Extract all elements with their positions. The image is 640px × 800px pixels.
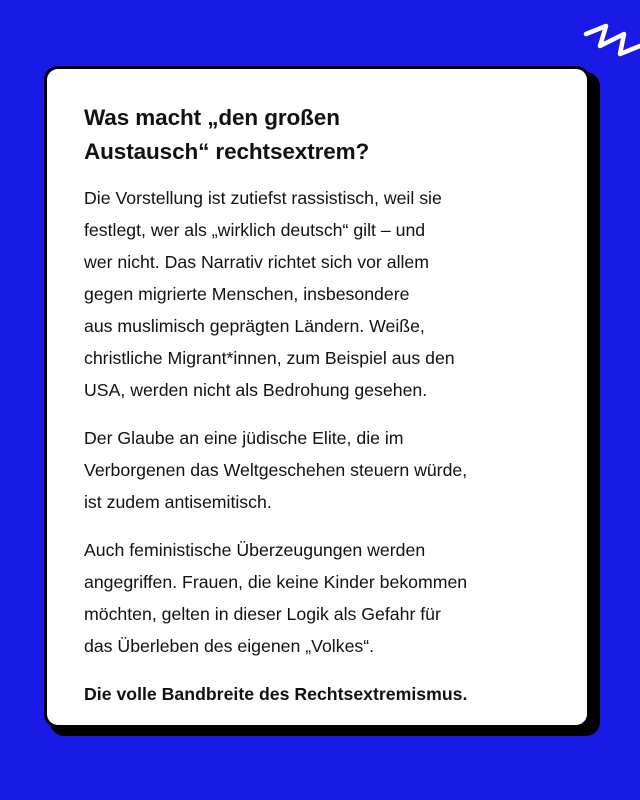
title-line: Was macht „den großen: [84, 105, 340, 130]
paragraph-line: Verborgenen das Weltgeschehen steuern würde,: [84, 460, 468, 480]
paragraph-antifeminism: [84, 534, 574, 662]
paragraph-line: Der Glaube an eine jüdische Elite, die im: [84, 428, 404, 448]
paragraph-line: Die Vorstellung ist zutiefst rassistisch, weil sie: [84, 188, 442, 208]
paragraph-antisemitism: [84, 422, 574, 518]
paragraph-line: festlegt, wer als „wirklich deutsch“ gilt – und: [84, 220, 426, 240]
paragraph-line: Auch feministische Überzeugungen werden: [84, 540, 426, 560]
paragraph-line: wer nicht. Das Narrativ richtet sich vor allem: [84, 252, 430, 272]
card-content: [84, 101, 574, 710]
info-card: [44, 66, 590, 728]
closing-statement: Die volle Bandbreite des Rechtsextremismus.: [84, 684, 468, 704]
paragraph-line: christliche Migrant*innen, zum Beispiel aus den: [84, 348, 455, 368]
title-line: Austausch“ rechtsextrem?: [84, 139, 370, 164]
paragraph-line: ist zudem antisemitisch.: [84, 492, 272, 512]
paragraph-line: angegriffen. Frauen, die keine Kinder bekommen: [84, 572, 468, 592]
paragraph-racism: [84, 182, 574, 406]
zigzag-squiggle-icon: [580, 22, 640, 72]
card-title: [84, 101, 574, 169]
paragraph-line: aus muslimisch geprägten Ländern. Weiße,: [84, 316, 425, 336]
paragraph-line: gegen migrierte Menschen, insbesondere: [84, 284, 410, 304]
paragraph-line: möchten, gelten in dieser Logik als Gefahr für: [84, 604, 441, 624]
paragraph-line: das Überleben des eigenen „Volkes“.: [84, 636, 375, 656]
paragraph-line: USA, werden nicht als Bedrohung gesehen.: [84, 380, 428, 400]
